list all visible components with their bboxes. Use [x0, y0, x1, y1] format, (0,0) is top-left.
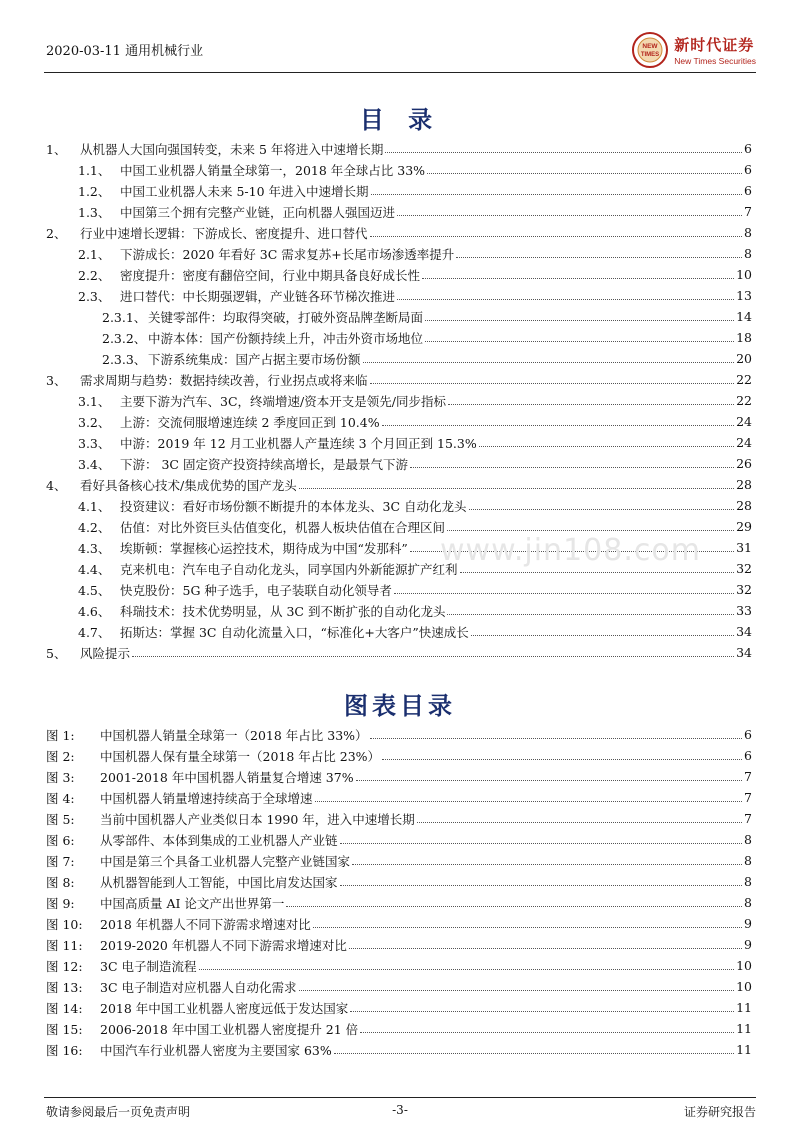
- toc-entry[interactable]: [44, 222, 752, 243]
- figure-entry[interactable]: [44, 1018, 752, 1039]
- toc-entry[interactable]: [44, 327, 752, 348]
- toc-list: [44, 138, 752, 663]
- entry-page: 28: [736, 498, 752, 513]
- entry-number: 1.2、: [78, 183, 111, 199]
- toc-title: 目 录: [359, 106, 441, 134]
- entry-number: 2.3.1、: [102, 309, 147, 325]
- entry-number: 图 12:: [46, 958, 83, 974]
- toc-entry[interactable]: [44, 201, 752, 222]
- toc-entry[interactable]: [44, 138, 752, 159]
- entry-title: 密度提升：密度有翻倍空间，行业中期具备良好成长性: [120, 267, 421, 283]
- entry-title: 中国汽车行业机器人密度为主要国家 63%: [100, 1042, 332, 1058]
- entry-number: 4.1、: [78, 498, 111, 514]
- dot-leader: [371, 194, 743, 195]
- figure-entry[interactable]: [44, 808, 752, 829]
- svg-text:NEW: NEW: [642, 43, 658, 50]
- entry-number: 图 9:: [46, 895, 75, 911]
- toc-entry[interactable]: [44, 600, 752, 621]
- entry-title: 从机器人大国向强国转变，未来 5 年将进入中速增长期: [80, 141, 384, 157]
- entry-title: 当前中国机器人产业类似日本 1990 年，进入中速增长期: [100, 811, 415, 827]
- entry-number: 5、: [46, 645, 67, 661]
- new-times-logo-icon: [630, 30, 670, 70]
- entry-title: 中国工业机器人销量全球第一，2018 年全球占比 33%: [120, 162, 426, 178]
- entry-page: 14: [736, 309, 752, 324]
- dot-leader: [349, 948, 742, 949]
- toc-entry[interactable]: [44, 579, 752, 600]
- figure-entry[interactable]: [44, 787, 752, 808]
- toc-entry[interactable]: [44, 474, 752, 495]
- entry-page: 11: [736, 1000, 752, 1015]
- entry-page: 22: [736, 372, 752, 387]
- entry-number: 图 16:: [46, 1042, 83, 1058]
- figure-entry[interactable]: [44, 976, 752, 997]
- entry-page: 9: [744, 916, 752, 931]
- entry-page: 8: [744, 832, 752, 847]
- entry-page: 10: [736, 958, 752, 973]
- dot-leader: [417, 822, 742, 823]
- entry-number: 4.6、: [78, 603, 111, 619]
- entry-page: 29: [736, 519, 752, 534]
- dot-leader: [352, 864, 742, 865]
- dot-leader: [360, 1032, 734, 1033]
- entry-title: 下游系统集成：国产占据主要市场份额: [148, 351, 361, 367]
- figure-entry[interactable]: [44, 997, 752, 1018]
- brand-name-en: New Times Securities: [674, 56, 756, 66]
- dot-leader: [456, 257, 742, 258]
- dot-leader: [447, 530, 734, 531]
- entry-page: 8: [744, 853, 752, 868]
- dot-leader: [299, 488, 734, 489]
- entry-number: 2.3.3、: [102, 351, 147, 367]
- figure-entry[interactable]: [44, 934, 752, 955]
- dot-leader: [286, 906, 742, 907]
- entry-page: 24: [736, 414, 752, 429]
- entry-number: 1.3、: [78, 204, 111, 220]
- figure-entry[interactable]: [44, 913, 752, 934]
- dot-leader: [199, 969, 735, 970]
- entry-page: 7: [744, 790, 752, 805]
- toc-entry[interactable]: [44, 243, 752, 264]
- toc-entry[interactable]: [44, 348, 752, 369]
- entry-title: 上游：交流伺服增速连续 2 季度回正到 10.4%: [120, 414, 380, 430]
- page-header: [44, 30, 756, 70]
- entry-page: 6: [744, 727, 752, 742]
- dot-leader: [471, 635, 734, 636]
- entry-number: 图 8:: [46, 874, 75, 890]
- entry-title: 下游成长：2020 年看好 3C 需求复苏+长尾市场渗透率提升: [120, 246, 455, 262]
- entry-title: 从零部件、本体到集成的工业机器人产业链: [100, 832, 338, 848]
- entry-page: 32: [736, 582, 752, 597]
- entry-number: 3、: [46, 372, 67, 388]
- entry-page: 6: [744, 748, 752, 763]
- dot-leader: [334, 1053, 734, 1054]
- entry-number: 2.1、: [78, 246, 111, 262]
- entry-page: 24: [736, 435, 752, 450]
- dot-leader: [299, 990, 735, 991]
- entry-page: 6: [744, 162, 752, 177]
- toc-entry[interactable]: [44, 390, 752, 411]
- entry-number: 图 2:: [46, 748, 75, 764]
- toc-entry[interactable]: [44, 621, 752, 642]
- toc-entry[interactable]: [44, 495, 752, 516]
- dot-leader: [340, 885, 743, 886]
- entry-number: 1.1、: [78, 162, 111, 178]
- dot-leader: [350, 1011, 734, 1012]
- entry-number: 3.1、: [78, 393, 111, 409]
- entry-title: 下游： 3C 固定资产投资持续高增长，是最景气下游: [120, 456, 408, 472]
- entry-title: 3C 电子制造对应机器人自动化需求: [100, 979, 297, 995]
- entry-number: 4.4、: [78, 561, 111, 577]
- entry-title: 中国工业机器人未来 5-10 年进入中速增长期: [120, 183, 369, 199]
- entry-number: 图 5:: [46, 811, 75, 827]
- dot-leader: [479, 446, 734, 447]
- entry-number: 4、: [46, 477, 67, 493]
- entry-number: 图 6:: [46, 832, 75, 848]
- entry-title: 风险提示: [80, 645, 131, 661]
- entry-title: 埃斯顿：掌握核心运控技术，期待成为中国“发那科”: [120, 540, 408, 556]
- entry-title: 中国是第三个具备工业机器人完整产业链国家: [100, 853, 351, 869]
- report-type: 证券研究报告: [683, 1105, 756, 1119]
- footer-rule: [44, 1097, 756, 1098]
- toc-entry[interactable]: [44, 432, 752, 453]
- entry-page: 31: [736, 540, 752, 555]
- entry-page: 11: [736, 1021, 752, 1036]
- entry-number: 图 3:: [46, 769, 75, 785]
- entry-title: 中国机器人销量全球第一（2018 年占比 33%）: [100, 727, 368, 743]
- entry-title: 2019-2020 年机器人不同下游需求增速对比: [100, 937, 347, 953]
- dot-leader: [315, 801, 743, 802]
- dot-leader: [370, 236, 743, 237]
- entry-number: 图 14:: [46, 1000, 83, 1016]
- dot-leader: [370, 738, 743, 739]
- figure-entry[interactable]: [44, 871, 752, 892]
- dot-leader: [363, 362, 735, 363]
- entry-number: 4.5、: [78, 582, 111, 598]
- dot-leader: [340, 843, 743, 844]
- entry-title: 行业中速增长逻辑：下游成长、密度提升、进口替代: [80, 225, 368, 241]
- dot-leader: [448, 404, 734, 405]
- figure-entry[interactable]: [44, 829, 752, 850]
- toc-entry[interactable]: [44, 159, 752, 180]
- entry-number: 4.2、: [78, 519, 111, 535]
- dot-leader: [469, 509, 735, 510]
- figure-entry[interactable]: [44, 745, 752, 766]
- entry-page: 20: [736, 351, 752, 366]
- entry-page: 7: [744, 811, 752, 826]
- toc-entry[interactable]: [44, 264, 752, 285]
- entry-title: 中游：2019 年 12 月工业机器人产量连续 3 个月回正到 15.3%: [120, 435, 477, 451]
- dot-leader: [460, 572, 735, 573]
- toc-entry[interactable]: [44, 306, 752, 327]
- entry-page: 18: [736, 330, 752, 345]
- entry-number: 4.7、: [78, 624, 111, 640]
- entry-page: 13: [736, 288, 752, 303]
- entry-title: 2001-2018 年中国机器人销量复合增速 37%: [100, 769, 354, 785]
- figures-title: 图表目录: [344, 692, 456, 720]
- entry-number: 图 4:: [46, 790, 75, 806]
- entry-title: 估值：对比外资巨头估值变化，机器人板块估值在合理区间: [120, 519, 446, 535]
- entry-title: 从机器智能到人工智能，中国比肩发达国家: [100, 874, 338, 890]
- entry-number: 4.3、: [78, 540, 111, 556]
- entry-title: 2006-2018 年中国工业机器人密度提升 21 倍: [100, 1021, 359, 1037]
- entry-title: 看好具备核心技术/集成优势的国产龙头: [80, 477, 297, 493]
- entry-page: 8: [744, 874, 752, 889]
- figure-entry[interactable]: [44, 955, 752, 976]
- entry-number: 3.2、: [78, 414, 111, 430]
- entry-page: 6: [744, 141, 752, 156]
- toc-entry[interactable]: [44, 642, 752, 663]
- entry-number: 图 11:: [46, 937, 83, 953]
- dot-leader: [382, 759, 742, 760]
- entry-title: 科瑞技术：技术优势明显，从 3C 到不断扩张的自动化龙头: [120, 603, 446, 619]
- brand-logo: [630, 30, 756, 70]
- svg-text:TIMES: TIMES: [641, 52, 660, 58]
- entry-title: 中国机器人保有量全球第一（2018 年占比 23%）: [100, 748, 381, 764]
- watermark: www.jin108.com: [440, 533, 701, 568]
- header-rule: [44, 72, 756, 73]
- entry-page: 7: [744, 204, 752, 219]
- report-date-industry: 2020-03-11 通用机械行业: [46, 44, 204, 59]
- entry-title: 克来机电：汽车电子自动化龙头，同享国内外新能源扩产红利: [120, 561, 458, 577]
- figure-entry[interactable]: [44, 1039, 752, 1060]
- entry-number: 2、: [46, 225, 67, 241]
- dot-leader: [427, 173, 742, 174]
- entry-title: 快克股份：5G 种子选手，电子装联自动化领导者: [120, 582, 392, 598]
- entry-page: 8: [744, 895, 752, 910]
- entry-page: 33: [736, 603, 752, 618]
- entry-number: 3.3、: [78, 435, 111, 451]
- dot-leader: [313, 927, 742, 928]
- entry-title: 2018 年机器人不同下游需求增速对比: [100, 916, 311, 932]
- dot-leader: [410, 467, 734, 468]
- entry-number: 图 15:: [46, 1021, 83, 1037]
- entry-title: 中游本体：国产份额持续上升，冲击外资市场地位: [148, 330, 424, 346]
- figure-entry[interactable]: [44, 724, 752, 745]
- entry-page: 28: [736, 477, 752, 492]
- entry-title: 主要下游为汽车、3C，终端增速/资本开支是领先/同步指标: [120, 393, 446, 409]
- toc-entry[interactable]: [44, 369, 752, 390]
- entry-number: 图 7:: [46, 853, 75, 869]
- entry-number: 图 13:: [46, 979, 83, 995]
- figure-entry[interactable]: [44, 766, 752, 787]
- brand-name-cn: 新时代证券: [674, 36, 755, 54]
- entry-number: 3.4、: [78, 456, 111, 472]
- entry-page: 7: [744, 769, 752, 784]
- entry-title: 需求周期与趋势：数据持续改善，行业拐点或将来临: [80, 372, 368, 388]
- entry-title: 进口替代：中长期强逻辑，产业链各环节梯次推进: [120, 288, 396, 304]
- entry-title: 关键零部件：均取得突破，打破外资品牌垄断局面: [148, 309, 424, 325]
- dot-leader: [425, 341, 734, 342]
- entry-page: 32: [736, 561, 752, 576]
- entry-number: 1、: [46, 141, 67, 157]
- entry-page: 9: [744, 937, 752, 952]
- figures-list: [44, 724, 752, 1060]
- entry-number: 2.3、: [78, 288, 111, 304]
- entry-page: 22: [736, 393, 752, 408]
- dot-leader: [385, 152, 742, 153]
- entry-title: 2018 年中国工业机器人密度远低于发达国家: [100, 1000, 349, 1016]
- entry-page: 8: [744, 225, 752, 240]
- entry-title: 中国机器人销量增速持续高于全球增速: [100, 790, 313, 806]
- entry-number: 图 1:: [46, 727, 75, 743]
- entry-page: 11: [736, 1042, 752, 1057]
- entry-title: 拓斯达：掌握 3C 自动化流量入口，“标准化+大客户”快速成长: [120, 624, 469, 640]
- dot-leader: [422, 278, 734, 279]
- page-number: -3-: [392, 1103, 408, 1117]
- dot-leader: [447, 614, 734, 615]
- dot-leader: [397, 299, 734, 300]
- figure-entry[interactable]: [44, 892, 752, 913]
- entry-page: 8: [744, 246, 752, 261]
- toc-entry[interactable]: [44, 180, 752, 201]
- toc-entry[interactable]: [44, 411, 752, 432]
- entry-page: 6: [744, 183, 752, 198]
- entry-title: 中国第三个拥有完整产业链，正向机器人强国迈进: [120, 204, 396, 220]
- figure-entry[interactable]: [44, 850, 752, 871]
- entry-number: 2.2、: [78, 267, 111, 283]
- toc-entry[interactable]: [44, 285, 752, 306]
- dot-leader: [397, 215, 742, 216]
- entry-number: 图 10:: [46, 916, 83, 932]
- entry-page: 26: [736, 456, 752, 471]
- entry-page: 10: [736, 979, 752, 994]
- entry-page: 10: [736, 267, 752, 282]
- disclaimer-note: 敬请参阅最后一页免责声明: [46, 1105, 191, 1119]
- entry-page: 34: [736, 624, 752, 639]
- entry-title: 中国高质量 AI 论文产出世界第一: [100, 895, 285, 911]
- dot-leader: [394, 593, 734, 594]
- toc-entry[interactable]: [44, 453, 752, 474]
- dot-leader: [382, 425, 735, 426]
- dot-leader: [356, 780, 742, 781]
- entry-title: 3C 电子制造流程: [100, 958, 197, 974]
- entry-page: 34: [736, 645, 752, 660]
- dot-leader: [132, 656, 734, 657]
- entry-title: 投资建议：看好市场份额不断提升的本体龙头、3C 自动化龙头: [120, 498, 467, 514]
- entry-number: 2.3.2、: [102, 330, 147, 346]
- dot-leader: [425, 320, 734, 321]
- dot-leader: [370, 383, 735, 384]
